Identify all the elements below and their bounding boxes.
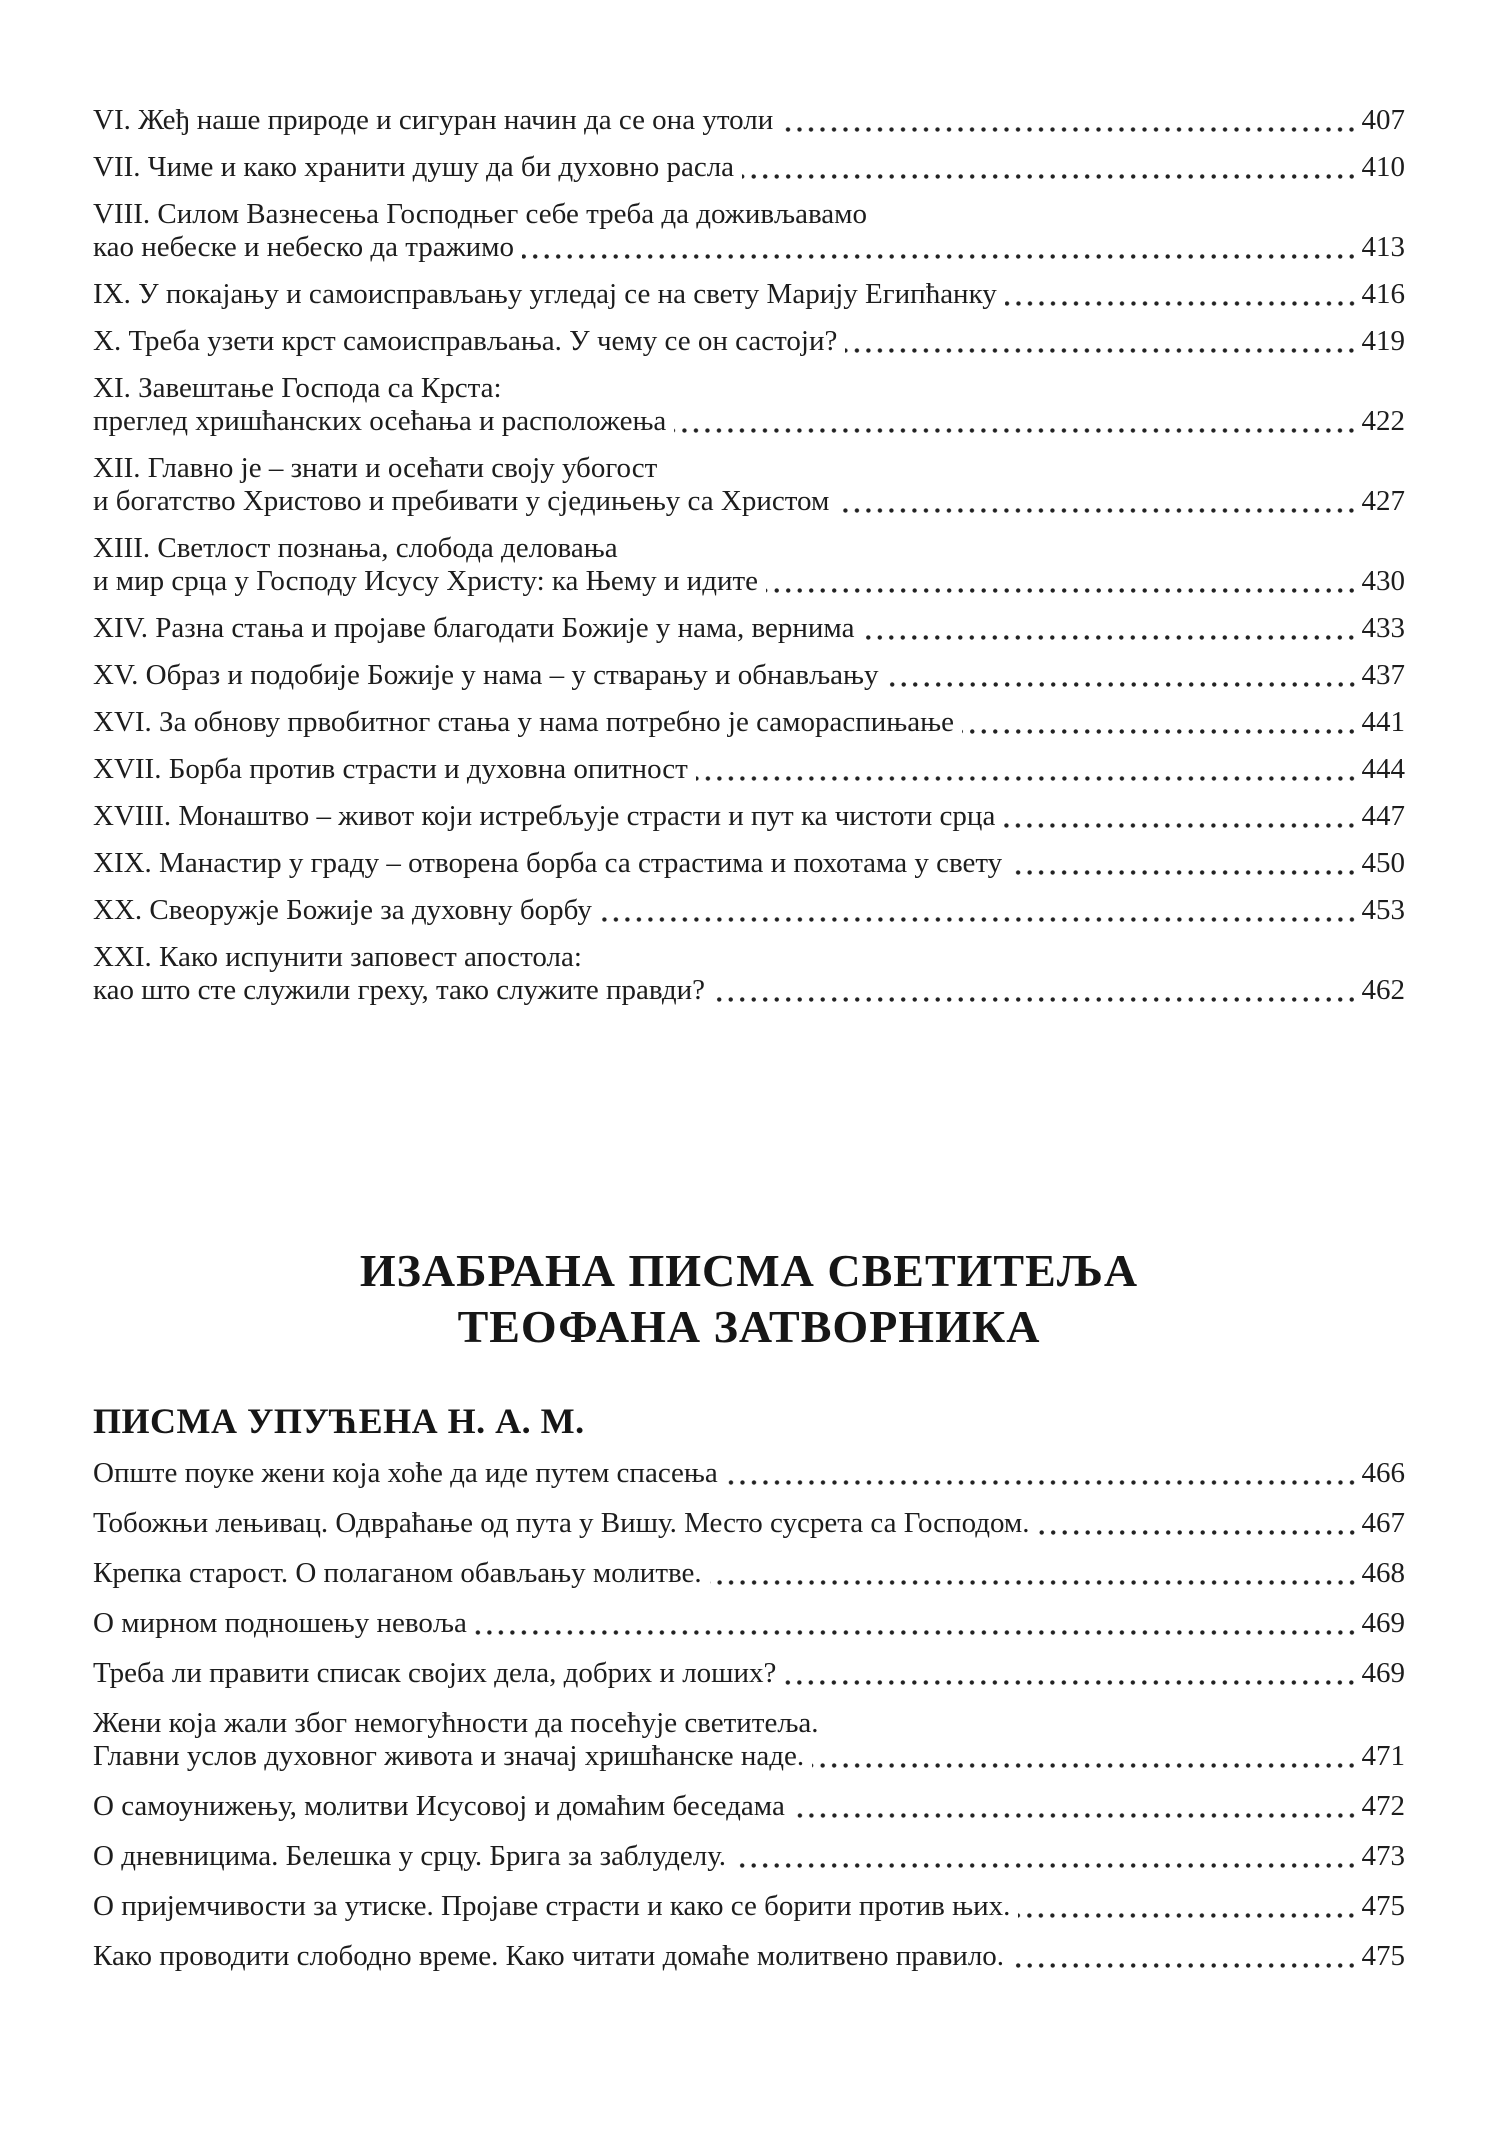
dot-leader [600, 916, 1358, 923]
page-number: 475 [1361, 1890, 1405, 1922]
entry-text: као што сте служили греху, тако служите правди? [93, 974, 706, 1006]
entry-text: и мир срца у Господу Исусу Христу: ка Њему и идите [93, 565, 759, 597]
toc-entry [93, 847, 1405, 880]
page-number: 447 [1361, 800, 1405, 832]
dot-leader [713, 996, 1357, 1003]
toc-entry [93, 1457, 1405, 1490]
entry-text: XVI. За обнову првобитног стања у нама потребно је самораспињање [93, 706, 954, 738]
toc-entry [93, 1840, 1405, 1873]
toc-entry [93, 753, 1405, 786]
entry-text: XIII. Светлост познања, слобода деловања [93, 532, 618, 564]
dot-leader [862, 634, 1357, 641]
dot-leader [766, 587, 1357, 594]
entry-text: О мирном подношењу невоља [93, 1607, 467, 1639]
page-number: 468 [1361, 1557, 1405, 1589]
entry-text: као небеске и небеско да тражимо [93, 231, 515, 263]
dot-leader [742, 173, 1357, 180]
section-subtitle: ПИСМА УПУЋЕНА Н. А. М. [93, 1401, 585, 1441]
dot-leader [793, 1812, 1358, 1819]
entry-text: IX. У покајању и самоисправљању угледај се на свету Марију Египћанку [93, 278, 997, 310]
toc-entry [93, 151, 1405, 184]
dot-leader [475, 1629, 1358, 1636]
toc-entry [93, 104, 1405, 137]
entry-text: VI. Жеђ наше природе и сигуран начин да се она утоли [93, 104, 774, 136]
page-number: 430 [1361, 565, 1405, 597]
entry-text: Тобожњи лењивац. Одвраћање од пута у Вишу. Место сусрета са Господом. [93, 1507, 1030, 1539]
entry-text: О дневницима. Белешка у срцу. Брига за заблуделу. [93, 1840, 727, 1872]
toc-entry [93, 1557, 1405, 1590]
page-number: 410 [1361, 151, 1405, 183]
page-number: 433 [1361, 612, 1405, 644]
page-number: 419 [1361, 325, 1405, 357]
section-title-line1: ИЗАБРАНА ПИСМА СВЕТИТЕЉА [359, 1245, 1139, 1296]
page-number: 407 [1361, 104, 1405, 136]
entry-text: Жени која жали због немогућности да посећује светитеља. [93, 1707, 819, 1739]
page-number: 472 [1361, 1790, 1405, 1822]
entry-text: Опште поуке жени која хоће да иде путем спасења [93, 1457, 718, 1489]
page-number: 453 [1361, 894, 1405, 926]
page-number: 450 [1361, 847, 1405, 879]
entry-text: XVIII. Монаштво – живот који истребљује страсти и пут ка чистоти срца [93, 800, 996, 832]
dot-leader [710, 1579, 1358, 1586]
dot-leader [1038, 1529, 1358, 1536]
toc-entry [93, 1607, 1405, 1640]
toc-entry [93, 894, 1405, 927]
page-number: 437 [1361, 659, 1405, 691]
page-number: 475 [1361, 1940, 1405, 1972]
page-number: 462 [1361, 974, 1405, 1006]
toc-entry [93, 800, 1405, 833]
toc-entry [93, 612, 1405, 645]
dot-leader [522, 253, 1357, 260]
toc-entry [93, 372, 1405, 438]
entry-text: Крепка старост. О полаганом обављању молитве. [93, 1557, 702, 1589]
dot-leader [1003, 822, 1357, 829]
entry-text: О самоунижењу, молитви Исусовој и домаћим беседама [93, 1790, 785, 1822]
toc-entry [93, 1790, 1405, 1823]
section-title-line2: ТЕОФАНА ЗАТВОРНИКА [457, 1301, 1041, 1352]
entry-text: XXI. Како испунити заповест апостола: [93, 941, 582, 973]
entry-text: XX. Свеоружје Божије за духовну борбу [93, 894, 592, 926]
toc-entry [93, 1707, 1405, 1773]
entry-text: XII. Главно је – знати и осећати своју убогост [93, 452, 658, 484]
page-number: 471 [1361, 1740, 1405, 1772]
dot-leader [812, 1762, 1357, 1769]
toc-entry [93, 941, 1405, 1007]
entry-text: XI. Завештање Господа са Крста: [93, 372, 502, 404]
entry-text: XIV. Разна стања и пројаве благодати Божије у нама, вернима [93, 612, 855, 644]
toc-entry [93, 325, 1405, 358]
toc-chapters-list [93, 104, 1405, 1007]
dot-leader [1012, 1962, 1357, 1969]
entry-text: Како проводити слободно време. Како читати домаће молитвено правило. [93, 1940, 1005, 1972]
page-number: 441 [1361, 706, 1405, 738]
dot-leader [1018, 1912, 1357, 1919]
entry-text: О пријемчивости за утиске. Пројаве страсти и како се борити против њих. [93, 1890, 1011, 1922]
entry-text: VIII. Силом Вазнесења Господњег себе треба да доживљавамо [93, 198, 868, 230]
page-number: 444 [1361, 753, 1405, 785]
dot-leader [696, 775, 1358, 782]
dot-leader [837, 507, 1357, 514]
page-number: 473 [1361, 1840, 1405, 1872]
toc-entry [93, 198, 1405, 264]
entry-text: VII. Чиме и како хранити душу да би духовно расла [93, 151, 735, 183]
entry-text: XIX. Манастир у граду – отворена борба са страстима и похотама у свету [93, 847, 1003, 879]
dot-leader [1010, 869, 1357, 876]
toc-entry [93, 278, 1405, 311]
entry-text: XV. Образ и подобије Божије у нама – у стварању и обнављању [93, 659, 879, 691]
toc-entry [93, 1890, 1405, 1923]
dot-leader [1005, 300, 1358, 307]
entry-text: XVII. Борба против страсти и духовна опитност [93, 753, 688, 785]
page-number: 416 [1361, 278, 1405, 310]
toc-letters-list [93, 1457, 1405, 1973]
dot-leader [962, 728, 1358, 735]
dot-leader [734, 1862, 1357, 1869]
toc-entry [93, 706, 1405, 739]
entry-text: и богатство Христово и пребивати у сједињењу са Христом [93, 485, 830, 517]
dot-leader [674, 427, 1357, 434]
entry-text: X. Треба узети крст самоисправљања. У чему се он састоји? [93, 325, 838, 357]
page-number: 469 [1361, 1607, 1405, 1639]
toc-entry [93, 659, 1405, 692]
page-number: 466 [1361, 1457, 1405, 1489]
dot-leader [887, 681, 1358, 688]
page-number: 422 [1361, 405, 1405, 437]
dot-leader [726, 1479, 1358, 1486]
entry-text: Главни услов духовног живота и значај хришћанске наде. [93, 1740, 805, 1772]
toc-entry [93, 1507, 1405, 1540]
dot-leader [781, 126, 1357, 133]
dot-leader [845, 347, 1357, 354]
toc-entry [93, 532, 1405, 598]
page-number: 413 [1361, 231, 1405, 263]
dot-leader [784, 1679, 1357, 1686]
toc-entry [93, 1940, 1405, 1973]
page-number: 427 [1361, 485, 1405, 517]
toc-entry [93, 452, 1405, 518]
section-title [93, 1243, 1405, 1355]
entry-text: преглед хришћанских осећања и расположења [93, 405, 667, 437]
entry-text: Треба ли правити списак својих дела, добрих и лоших? [93, 1657, 777, 1689]
toc-entry [93, 1657, 1405, 1690]
page-number: 467 [1361, 1507, 1405, 1539]
page-number: 469 [1361, 1657, 1405, 1689]
